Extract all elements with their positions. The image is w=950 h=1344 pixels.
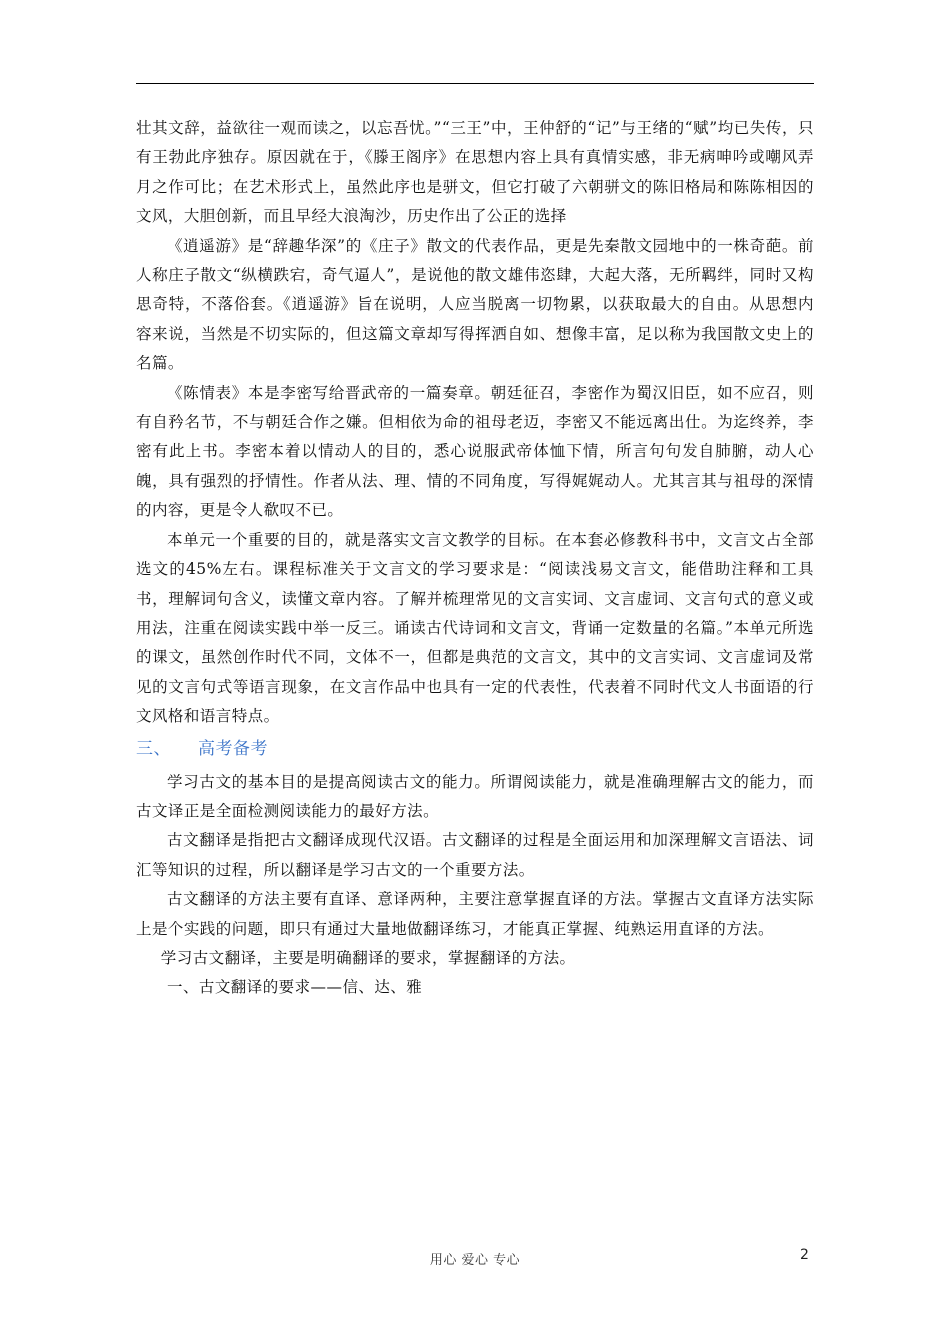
page-number: 2 xyxy=(800,1247,809,1263)
section-heading xyxy=(136,734,814,764)
document-body xyxy=(136,114,814,1003)
paragraph-9: 一、古文翻译的要求——信、达、雅 xyxy=(167,978,423,997)
page-footer: 用心 爱心 专心 xyxy=(429,1253,521,1268)
section-number: 三、 xyxy=(136,738,171,759)
header-rule xyxy=(136,83,814,84)
paragraph-3: 《陈情表》本是李密写给晋武帝的一篇奏章。朝廷征召，李密作为蜀汉旧臣，如不应召，则有自矜名节，不与朝廷合作之嫌。但相依为命的祖母老迈，李密又不能远离出仕。为迄终养，李密有此上书。李密本着以情动人的目的，悉心说服武帝体恤下情，所言句句发自肺腑，动人心魄，具有强烈的抒情性。作者从法、理、情的不同角度，写得娓娓动人。尤其言其与祖母的深情的内容，更是令人欷叹不已。 xyxy=(136,383,814,520)
paragraph-6: 古文翻译是指把古文翻译成现代汉语。古文翻译的过程是全面运用和加深理解文言语法、词汇等知识的过程，所以翻译是学习古文的一个重要方法。 xyxy=(136,831,814,879)
paragraph-8: 学习古文翻译，主要是明确翻译的要求，掌握翻译的方法。 xyxy=(160,948,576,967)
paragraph-5: 学习古文的基本目的是提高阅读古文的能力。所谓阅读能力，就是准确理解古文的能力，而古文译正是全面检测阅读能力的最好方法。 xyxy=(136,772,814,820)
paragraph-2: 《逍遥游》是“辞趣华深”的《庄子》散文的代表作品，更是先秦散文园地中的一株奇葩。前人称庄子散文“纵横跌宕，奇气逼人”，是说他的散文雄伟恣肆，大起大落，无所羁绊，同时又构思奇特，不落俗套。《逍遥游》旨在说明，人应当脱离一切物累，以获取最大的自由。从思想内容来说，当然是不切实际的，但这篇文章却写得挥洒自如、想像丰富，足以称为我国散文史上的名篇。 xyxy=(136,236,814,373)
section-title: 高考备考 xyxy=(198,738,268,759)
paragraph-1: 壮其文辞，益欲往一观而读之，以忘吾忧。”“三王”中，王仲舒的“记”与王绪的“赋”均已失传，只有王勃此序独存。原因就在于，《滕王阁序》在思想内容上具有真情实感，非无病呻吟或嘲风弄月之作可比；在艺术形式上，虽然此序也是骈文，但它打破了六朝骈文的陈旧格局和陈陈相因的文风，大胆创新，而且早经大浪淘沙，历史作出了公正的选择 xyxy=(136,119,814,226)
paragraph-7: 古文翻译的方法主要有直译、意译两种，主要注意掌握直译的方法。掌握古文直译方法实际上是个实践的问题，即只有通过大量地做翻译练习，才能真正掌握、纯熟运用直译的方法。 xyxy=(136,890,814,938)
paragraph-4: 本单元一个重要的目的，就是落实文言文教学的目标。在本套必修教科书中，文言文占全部选文的45%左右。课程标准关于文言文的学习要求是：“阅读浅易文言文，能借助注释和工具书，理解词句含义，读懂文章内容。了解并梳理常见的文言实词、文言虚词、文言句式的意义或用法，注重在阅读实践中举一反三。诵读古代诗词和文言文，背诵一定数量的名篇。”本单元所选的课文，虽然创作时代不同，文体不一，但都是典范的文言文，其中的文言实词、文言虚词及常见的文言句式等语言现象，在文言作品中也具有一定的代表性，代表着不同时代文人书面语的行文风格和语言特点。 xyxy=(136,530,814,726)
